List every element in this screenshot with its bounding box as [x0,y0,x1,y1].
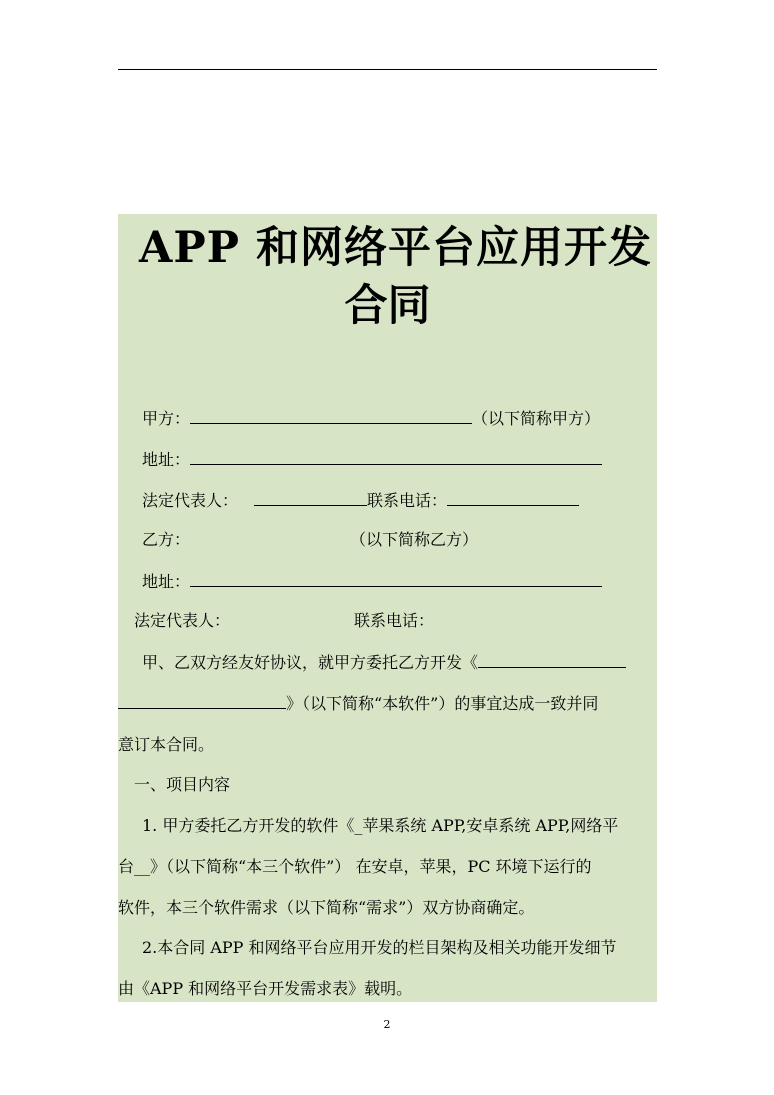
intro-line3: 意订本合同。 [118,735,215,754]
intro-line1 [142,642,657,684]
intro-text-1: 甲、乙双方经友好协议，就甲方委托乙方开发《 [142,653,479,672]
party-a-suffix: （以下简称甲方） [472,409,601,428]
intro-text-2: 》（以下简称“本软件”）的事宜达成一致并同 [286,694,599,713]
section1-heading: 一、项目内容 [134,775,231,794]
party-a-legal-rep-blank[interactable] [254,490,367,506]
item1-line2: 台__》（以下简称“本三个软件”） 在安卓，苹果，PC 环境下运行的 [118,857,592,876]
item2-line1: 2.本合同 APP 和网络平台应用开发的栏目架构及相关功能开发细节 [142,938,617,957]
item1-line3: 软件，本三个软件需求（以下简称“需求”）双方协商确定。 [118,898,535,917]
party-a-address-label: 地址： [142,450,191,469]
party-b-suffix: （以下简称乙方） [350,530,479,549]
party-a-phone-label: 联系电话： [367,491,448,510]
contract-title-line1: APP 和网络平台应用开发 [138,223,652,273]
party-b-legal-rep-label: 法定代表人： [134,611,231,630]
party-b-phone-label: 联系电话： [354,611,435,630]
software-name-blank-2[interactable] [118,693,286,709]
item1-line1: 1. 甲方委托乙方开发的软件《_苹果系统 APP,安卓系统 APP,网络平 [142,816,619,835]
party-b-address-blank[interactable] [190,571,602,587]
party-b-label: 乙方： [142,530,191,549]
party-a-name-blank[interactable] [190,408,472,424]
intro-line2 [118,683,657,725]
party-a-rep-row [142,490,579,511]
party-b-address-row [142,571,602,592]
page-number: 2 [383,1018,391,1031]
contract-title-line2: 合同 [344,281,431,331]
party-b-address-label: 地址： [142,572,191,591]
header-rule [118,69,657,70]
contract-content [118,214,657,1002]
party-a-legal-rep-label: 法定代表人： [142,491,239,510]
party-a-address-blank[interactable] [190,449,602,465]
party-a-row [142,408,600,429]
party-a-label: 甲方： [142,409,191,428]
party-a-address-row [142,449,602,470]
item2-line2: 由《APP 和网络平台开发需求表》载明。 [118,979,413,998]
software-name-blank-1[interactable] [478,652,626,668]
party-a-phone-blank[interactable] [447,490,579,506]
